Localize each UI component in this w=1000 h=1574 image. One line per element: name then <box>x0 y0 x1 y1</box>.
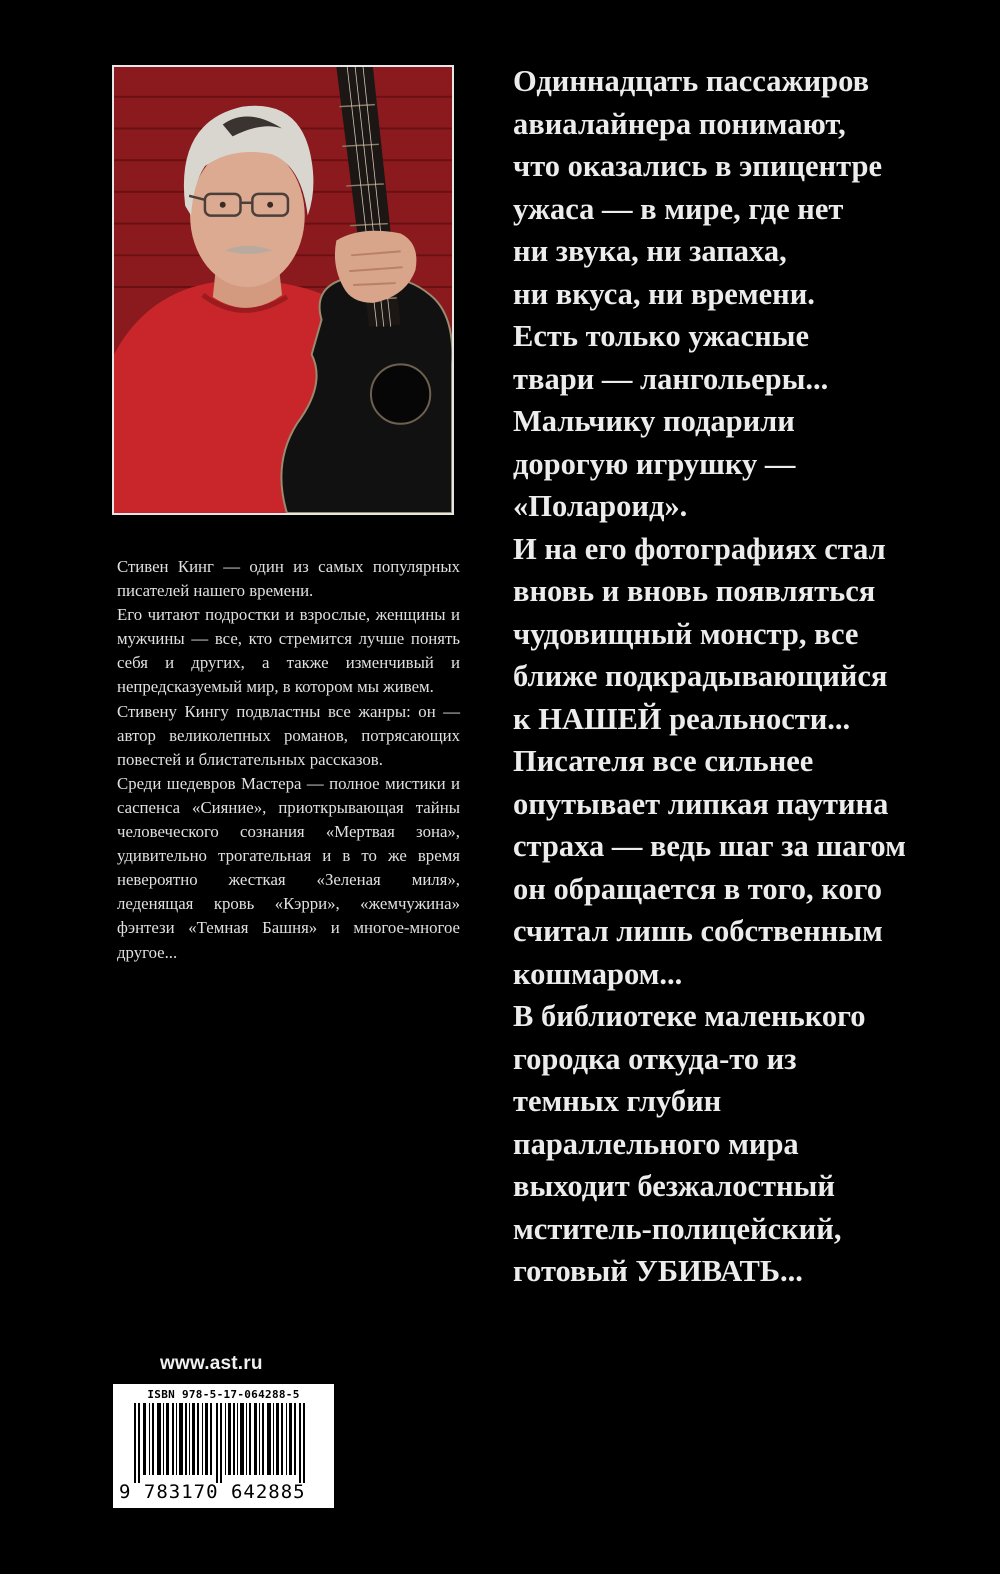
blurb-line: ужаса — в мире, где нет <box>513 191 844 226</box>
blurb-line: В библиотеке маленького <box>513 999 866 1033</box>
author-bio <box>117 555 460 965</box>
blurb-line: чудовищный монстр, все <box>513 616 859 651</box>
blurb-line: ни вкуса, ни времени. <box>513 276 815 311</box>
publisher-website: www.ast.ru <box>160 1353 263 1374</box>
ean-digits: 9 783170 642885 <box>119 1481 306 1503</box>
blurb-line: Мальчику подарили <box>513 404 795 438</box>
isbn-barcode <box>113 1384 334 1508</box>
barcode-bars-icon <box>126 1403 321 1483</box>
blurb-line: опутывает липкая паутина <box>513 786 889 821</box>
blurb-line: вновь и вновь появляться <box>513 574 876 608</box>
blurb-line: мститель-полицейский, <box>513 1211 842 1246</box>
blurb-line: что оказались в эпицентре <box>513 149 882 183</box>
author-photo <box>112 65 454 515</box>
blurb-line: готовый УБИВАТЬ... <box>513 1254 803 1288</box>
blurb-line: И на его фотографиях стал <box>513 531 886 566</box>
blurb-line: параллельного мира <box>513 1126 799 1161</box>
blurb-line: городка откуда-то из <box>513 1041 797 1076</box>
blurb-line: Одиннадцать пассажиров <box>513 64 870 98</box>
book-blurb <box>513 60 973 1293</box>
blurb-line: авиалайнера понимают, <box>513 106 846 141</box>
bio-paragraph: Его читают подростки и взрослые, женщины и мужчины — все, кто стремится лучше понять себя и других, а также изменчивый и непредсказуемый мир, в котором мы живем. <box>117 605 460 697</box>
blurb-line: «Полароид». <box>513 489 688 523</box>
blurb-line: считал лишь собственным <box>513 914 883 948</box>
blurb-line: Писателя все сильнее <box>513 744 814 778</box>
blurb-line: темных глубин <box>513 1084 722 1118</box>
blurb-line: твари — лангольеры... <box>513 361 829 396</box>
blurb-line: Есть только ужасные <box>513 319 810 353</box>
blurb-line: страха — ведь шаг за шагом <box>513 829 906 863</box>
blurb-line: дорогую игрушку — <box>513 446 796 481</box>
blurb-line: выходит безжалостный <box>513 1169 835 1203</box>
blurb-line: к НАШЕЙ реальности... <box>513 701 851 736</box>
bio-paragraph: Стивен Кинг — один из самых популярных писателей нашего времени. <box>117 557 460 601</box>
blurb-line: кошмаром... <box>513 956 683 991</box>
isbn-number: ISBN 978-5-17-064288-5 <box>147 1388 300 1401</box>
bio-paragraph: Стивену Кингу подвластны все жанры: он — автор великолепных романов, потрясающих повестей и блистательных рассказов. <box>117 701 460 769</box>
blurb-line: он обращается в того, кого <box>513 871 882 906</box>
blurb-line: ни звука, ни запаха, <box>513 234 787 268</box>
author-with-guitar-icon <box>114 67 452 513</box>
blurb-line: ближе подкрадывающийся <box>513 659 888 693</box>
bio-paragraph: Среди шедевров Мастера — полное мистики и саспенса «Сияние», приоткрывающая тайны человеческого сознания «Мертвая зона», удивительно трогательная и в то же время невероятно жесткая «Зеленая миля», леденящая кровь «Кэрри», «жемчужина» фэнтези «Темная Башня» и многое-многое другое... <box>117 773 460 962</box>
